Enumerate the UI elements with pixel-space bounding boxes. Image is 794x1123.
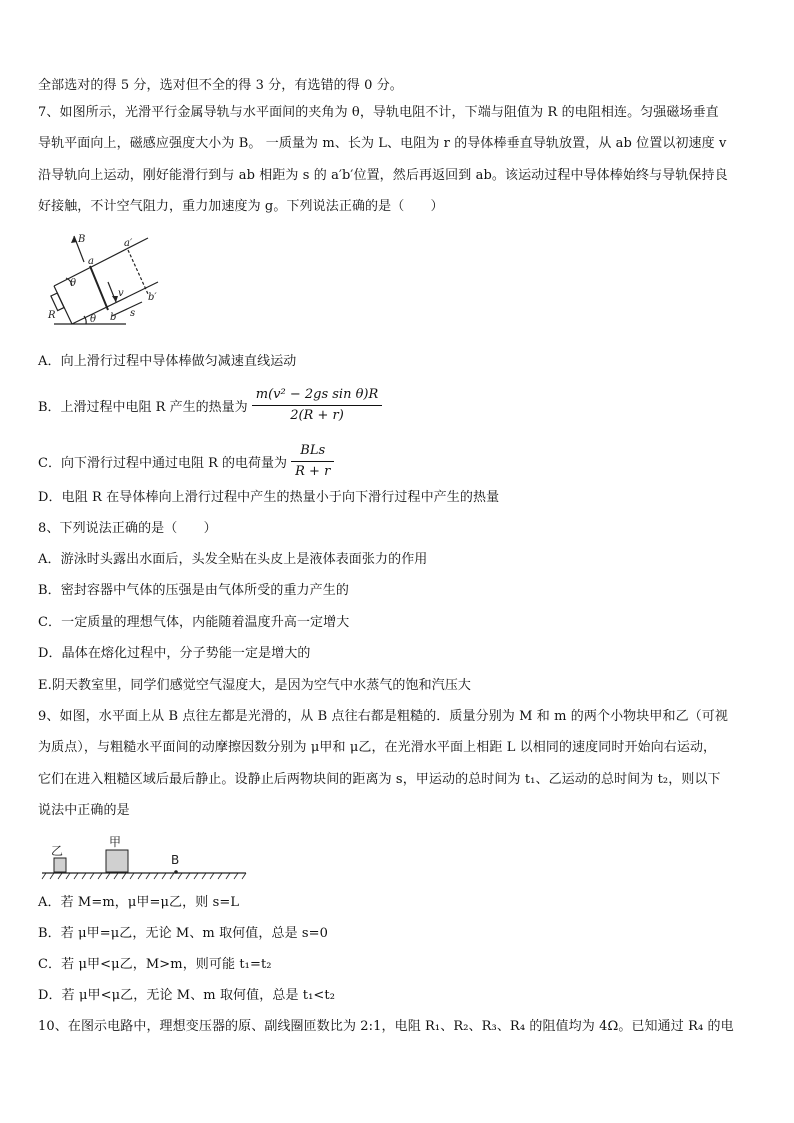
q9-stem-line-1: 9、如图，水平面上从 B 点往左都是光滑的，从 B 点往右都是粗糙的．质量分别为 M 和 m 的两个小物块甲和乙（可视 [38,709,728,724]
point-B [174,870,178,874]
q9-option-d: D．若 μ甲<μ乙，无论 M、m 取何值，总是 t₁<t₂ [38,988,336,1003]
label-a: a [88,256,94,267]
q7-stem-line-3: 沿导轨向上运动，刚好能滑行到与 ab 相距为 s 的 a′b′位置，然后再返回到 ab。该运动过程中导体棒始终与导轨保持良 [38,168,728,183]
q9-block-diagram [40,828,250,884]
q9-stem-line-2: 为质点），与粗糙水平面间的动摩擦因数分别为 μ甲和 μ乙，在光滑水平面上相距 L 以相同的速度同时开始向右运动， [38,740,717,755]
label-B-point: B [171,853,180,867]
q7-option-d: D．电阻 R 在导体棒向上滑行过程中产生的热量小于向下滑行过程中产生的热量 [38,490,500,505]
q9-stem-line-4: 说法中正确的是 [38,803,130,818]
label-B: B [78,234,86,245]
q7-option-b-text: B．上滑过程中电阻 R 产生的热量为 [38,400,248,415]
q7-option-c-denominator: R + r [295,464,331,479]
label-v: v [118,288,124,299]
q8-option-a: A．游泳时头露出水面后，头发全贴在头皮上是液体表面张力的作用 [38,552,428,567]
q8-stem: 8、下列说法正确的是（ ） [38,521,217,536]
label-theta-1: θ [70,278,77,289]
label-b-prime: b′ [148,292,157,303]
label-R: R [48,310,56,321]
label-theta-2: θ [90,314,97,325]
q7-stem-line-4: 好接触，不计空气阻力，重力加速度为 g。下列说法正确的是（ ） [38,199,444,214]
q8-option-d: D．晶体在熔化过程中，分子势能一定是增大的 [38,646,311,661]
position-a-b-prime [128,250,148,294]
q7-option-c-numerator: BLs [291,442,334,462]
label-b: b [110,312,117,323]
block-jia [106,850,128,872]
q7-option-c-fraction [291,442,334,481]
q7-option-c-text: C．向下滑行过程中通过电阻 R 的电荷量为 [38,456,287,471]
rod-ab [90,266,108,310]
label-jia: 甲 [109,835,122,849]
q7-option-b-fraction [252,386,383,425]
q7-option-b [38,386,382,425]
q7-stem-line-2: 导轨平面向上，磁感应强度大小为 B。 一质量为 m、长为 L、电阻为 r 的导体棒垂直导轨放置，从 ab 位置以初速度 v [38,136,727,151]
b-arrowhead [71,236,77,243]
block-yi [54,858,66,872]
q7-option-b-denominator: 2(R + r) [290,408,344,423]
ground-hatching [42,873,246,879]
q9-stem-line-3: 它们在进入粗糙区域后最后静止。设静止后两物块间的距离为 s，甲运动的总时间为 t₁、乙运动的总时间为 t₂，则以下 [38,772,721,787]
q7-rail-diagram [44,228,164,338]
scoring-rule-line: 全部选对的得 5 分，选对但不全的得 3 分，有选错的得 0 分。 [38,78,403,93]
label-s: s [130,308,136,319]
label-yi: 乙 [51,844,64,858]
label-a-prime: a′ [124,238,133,249]
q7-option-c [38,442,334,481]
q10-stem-line-1: 10、在图示电路中，理想变压器的原、副线圈匝数比为 2:1，电阻 R₁、R₂、R₃、R₄ 的阻值均为 4Ω。已知通过 R₄ 的电 [38,1019,734,1034]
q7-stem-line-1: 7、如图所示，光滑平行金属导轨与水平面间的夹角为 θ，导轨电阻不计，下端与阻值为 R 的电阻相连。匀强磁场垂直 [38,105,719,120]
q8-option-b: B．密封容器中气体的压强是由气体所受的重力产生的 [38,583,349,598]
q8-option-c: C．一定质量的理想气体，内能随着温度升高一定增大 [38,615,350,630]
q9-option-c: C．若 μ甲<μ乙，M>m，则可能 t₁=t₂ [38,957,272,972]
q7-option-b-numerator: m(v² − 2gs sin θ)R [252,386,383,406]
q7-option-a: A．向上滑行过程中导体棒做匀减速直线运动 [38,354,297,369]
q8-option-e: E.阴天教室里，同学们感觉空气湿度大，是因为空气中水蒸气的饱和汽压大 [38,678,472,693]
q9-option-b: B．若 μ甲=μ乙，无论 M、m 取何值，总是 s=0 [38,926,329,941]
s-arrow [112,302,142,316]
q9-option-a: A．若 M=m，μ甲=μ乙，则 s=L [38,895,240,910]
